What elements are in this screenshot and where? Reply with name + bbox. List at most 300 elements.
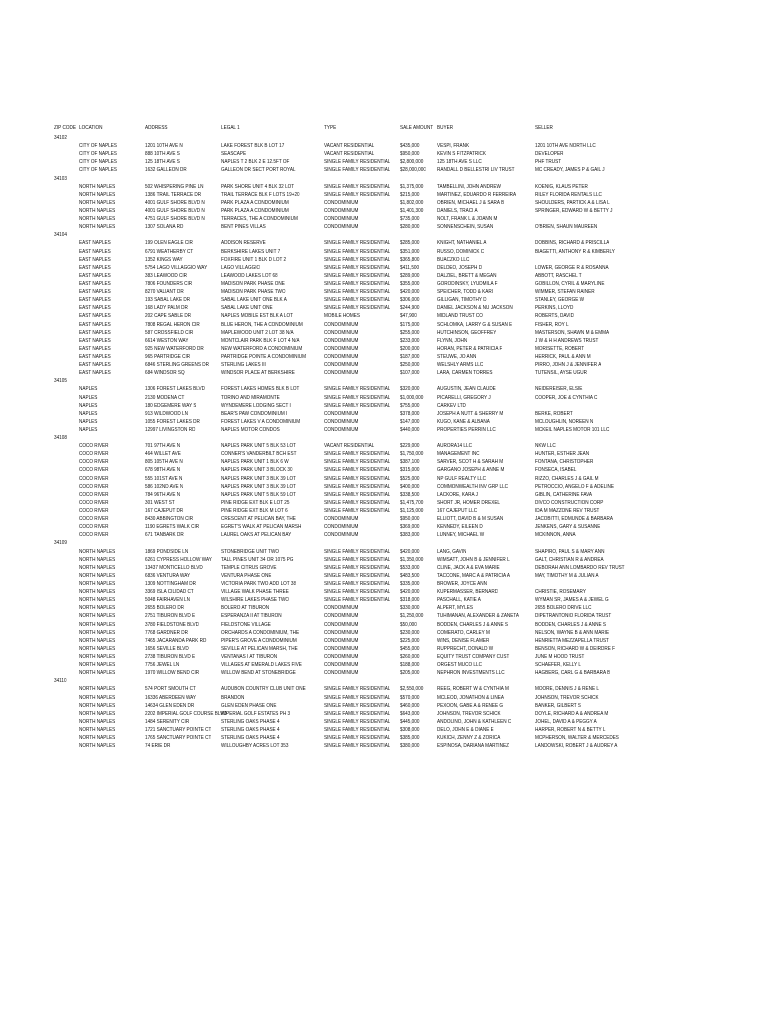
cell-address: 5754 LAGO VILLAGGIO WAY <box>145 264 208 271</box>
table-row <box>0 426 770 434</box>
table-row <box>0 556 770 564</box>
cell-address: 7768 GARDNER DR <box>145 629 189 636</box>
cell-sale-amount: $255,000 <box>400 329 420 336</box>
table-row <box>0 272 770 280</box>
cell-legal: BENT PINES VILLAS <box>221 224 266 231</box>
cell-location: NORTH NAPLES <box>79 597 116 604</box>
table-row <box>0 726 770 734</box>
cell-location: COCO RIVER <box>79 516 109 523</box>
cell-location: NORTH NAPLES <box>79 662 116 669</box>
zip-group-header <box>0 231 770 239</box>
cell-location: EAST NAPLES <box>79 297 111 304</box>
cell-legal: MADISON PARK PHASE ONE <box>221 280 285 287</box>
cell-type: SINGLE FAMILY RESIDENTIAL <box>324 735 391 742</box>
cell-buyer: STEUWE, JO ANN <box>437 353 477 360</box>
cell-seller: PETROCCIO, ANGELO F & ADELINE <box>535 483 615 490</box>
cell-address: 1765 SANCTUARY POINTE CT <box>145 735 212 742</box>
cell-legal: PINE RIDGE EXT BLK E LOT 25 <box>221 499 290 506</box>
cell-type: CONDOMINIUM <box>324 224 359 231</box>
cell-seller: MOORE, DENNIS J & RENE L <box>535 686 599 693</box>
cell-type: SINGLE FAMILY RESIDENTIAL <box>324 686 391 693</box>
cell-sale-amount: $400,000 <box>400 483 420 490</box>
cell-address: 2751 TIBURON BLVD E <box>145 613 196 620</box>
cell-type: CONDOMINIUM <box>324 410 359 417</box>
cell-type: CONDOMINIUM <box>324 426 359 433</box>
cell-address: 1309 NOTTINGHAM DR <box>145 581 197 588</box>
cell-legal: STERLING OAKS PHASE 4 <box>221 735 280 742</box>
zip-group-header <box>0 677 770 685</box>
cell-type: CONDOMINIUM <box>324 670 359 677</box>
zip-code: 34103 <box>54 175 67 182</box>
cell-location: NORTH NAPLES <box>79 191 116 198</box>
table-row <box>0 742 770 750</box>
cell-legal: TRAIL TERRACE BLK F LOTS 19+20 <box>221 191 300 198</box>
cell-legal: WILLOUGHBY ACRES LOT 353 <box>221 743 289 750</box>
cell-seller: SPRINGER, EDWARD W & BETTY J <box>535 207 613 214</box>
cell-type: SINGLE FAMILY RESIDENTIAL <box>324 459 391 466</box>
cell-sale-amount: $643,000 <box>400 710 420 717</box>
cell-location: NORTH NAPLES <box>79 654 116 660</box>
cell-legal: VENTURA PHASE ONE <box>221 572 272 579</box>
table-row <box>0 466 770 474</box>
cell-legal: MADISON PARK PHASE TWO <box>221 289 286 296</box>
table-row <box>0 702 770 710</box>
cell-type: SINGLE FAMILY RESIDENTIAL <box>324 572 391 579</box>
cell-location: NAPLES <box>79 386 98 393</box>
cell-sale-amount: $200,000 <box>400 345 420 352</box>
cell-legal: NAPLES MOTOR CONDOS <box>221 426 280 433</box>
cell-location: NORTH NAPLES <box>79 224 116 231</box>
table-row <box>0 718 770 726</box>
cell-location: COCO RIVER <box>79 508 109 515</box>
cell-location: NORTH NAPLES <box>79 629 116 636</box>
cell-sale-amount: $215,000 <box>400 191 420 198</box>
zip-group-header <box>0 377 770 385</box>
cell-legal: ORCHARDS A CONDOMINIUM, THE <box>221 629 300 636</box>
cell-buyer: WINS, DENISE FLAMER <box>437 637 490 644</box>
cell-address: 502 WHISPERING PINE LN <box>145 183 204 190</box>
cell-buyer: SONNENSCHEIN, SUSAN <box>437 224 494 231</box>
cell-sale-amount: $1,802,000 <box>400 199 424 206</box>
cell-sale-amount: $525,000 <box>400 475 420 482</box>
cell-sale-amount: $365,800 <box>400 256 420 263</box>
cell-type: CONDOMINIUM <box>324 345 359 352</box>
cell-address: 1055 FOREST LAKES DR <box>145 418 200 425</box>
cell-seller: SCHAEFER, KELLY L <box>535 662 581 669</box>
cell-legal: LAGO VILLAGGIO <box>221 264 261 271</box>
cell-sale-amount: $380,000 <box>400 743 420 750</box>
cell-sale-amount: $205,000 <box>400 670 420 677</box>
cell-address: 199 OLEN EAGLE CIR <box>145 240 193 247</box>
cell-buyer: COMMONWEALTH INV GRP LLC <box>437 483 509 490</box>
table-header <box>0 122 770 134</box>
cell-buyer: OBRIEN, MICHAEL J & SARA B <box>437 199 505 206</box>
cell-type: SINGLE FAMILY RESIDENTIAL <box>324 451 391 458</box>
cell-type: MOBILE HOMES <box>324 313 361 320</box>
cell-location: NORTH NAPLES <box>79 199 116 206</box>
cell-location: NORTH NAPLES <box>79 556 116 563</box>
cell-type: SINGLE FAMILY RESIDENTIAL <box>324 159 391 166</box>
cell-seller: BANKER, GILBERT S <box>535 702 581 709</box>
cell-seller: PERKINS, LLOYD <box>535 305 574 312</box>
cell-address: 383 LEAWOOD CIR <box>145 272 188 279</box>
cell-legal: NAPLES PARK UNIT 5 BLK 59 LOT <box>221 491 296 498</box>
cell-address: 1352 KINGS WAY <box>145 256 183 263</box>
cell-buyer: MCLEOD, JONATHON & LINEA <box>437 694 505 701</box>
zip-group-header <box>0 539 770 547</box>
cell-sale-amount: $47,900 <box>400 313 417 320</box>
cell-address: 555 101ST AVE N <box>145 475 183 482</box>
cell-type: CONDOMINIUM <box>324 418 359 425</box>
cell-legal: SEASCAPE <box>221 151 247 158</box>
cell-buyer: PICARELLI, GREGORY J <box>437 394 491 401</box>
cell-buyer: WELSHLY ARMS LLC <box>437 362 484 369</box>
cell-sale-amount: $50,000 <box>400 621 417 628</box>
cell-buyer: KNIGHT, NATHANIEL A <box>437 240 487 247</box>
table-row <box>0 710 770 718</box>
cell-sale-amount: $280,000 <box>400 224 420 231</box>
cell-location: EAST NAPLES <box>79 272 111 279</box>
cell-sale-amount: $355,000 <box>400 280 420 287</box>
cell-seller: MC CREADY, JAMES P & GAIL J <box>535 167 605 174</box>
cell-location: NORTH NAPLES <box>79 645 116 652</box>
cell-sale-amount: $369,000 <box>400 524 420 531</box>
cell-buyer: HORAN, PETER & PATRICIA F <box>437 345 503 352</box>
cell-sale-amount: $229,000 <box>400 443 420 450</box>
cell-buyer: SCHLOMKA, LARRY G & SUSAN E <box>437 321 513 328</box>
cell-legal: FOREST LAKES HOMES BLK B LOT <box>221 386 300 393</box>
cell-legal: FIELDSTONE VILLAGE <box>221 621 271 628</box>
cell-legal: PIPER'S GROVE A CONDOMINIUM <box>221 637 297 644</box>
table-row <box>0 385 770 393</box>
cell-type: SINGLE FAMILY RESIDENTIAL <box>324 183 391 190</box>
cell-address: 574 PORT SMOUTH CT <box>145 686 196 693</box>
cell-seller: HENRIETTA MEZZAPELLA TRUST <box>535 637 609 644</box>
cell-buyer: LANG, GAVIN <box>437 548 467 555</box>
cell-type: SINGLE FAMILY RESIDENTIAL <box>324 264 391 271</box>
cell-address: 701 97TH AVE N <box>145 443 181 450</box>
cell-legal: TEMPLE CITRUS GROVE <box>221 564 277 571</box>
cell-buyer: KUPERMASSER, BERNARD <box>437 589 499 596</box>
table-row <box>0 183 770 191</box>
cell-legal: PARK PLAZA A CONDOMINIUM <box>221 199 289 206</box>
cell-type: SINGLE FAMILY RESIDENTIAL <box>324 191 391 198</box>
cell-legal: STERLING OAKS PHASE 4 <box>221 726 280 733</box>
cell-location: EAST NAPLES <box>79 345 111 352</box>
cell-location: NORTH NAPLES <box>79 710 116 717</box>
cell-location: NORTH NAPLES <box>79 589 116 596</box>
table-row <box>0 191 770 199</box>
cell-legal: PARTRIDGE POINTE A CONDOMINIUM <box>221 353 307 360</box>
table-row <box>0 223 770 231</box>
cell-legal: FOXFIRE UNIT 1 BLK D LOT 2 <box>221 256 287 263</box>
cell-buyer: MIDLAND TRUST CO <box>437 313 483 320</box>
cell-sale-amount: $1,250,000 <box>400 613 424 620</box>
cell-address: 3369 ISLA CILIDAD CT <box>145 589 194 596</box>
cell-location: NAPLES <box>79 418 98 425</box>
cell-legal: SABAL LAKE UNIT ONE BLK A <box>221 297 287 304</box>
cell-address: 888 10TH AVE S <box>145 151 180 158</box>
cell-address: 14634 GLEN EDEN DR <box>145 702 195 709</box>
cell-legal: LAKE FOREST BLK B LOT 17 <box>221 143 285 150</box>
table-row <box>0 442 770 450</box>
cell-legal: STERLING OAKS PHASE 4 <box>221 718 280 725</box>
cell-seller: PHF TRUST <box>535 159 562 166</box>
cell-location: COCO RIVER <box>79 451 109 458</box>
cell-location: EAST NAPLES <box>79 240 111 247</box>
table-row <box>0 321 770 329</box>
cell-seller: LANDOWSKI, ROBERT J & AUDREY A <box>535 743 618 750</box>
cell-legal: NAPLES T 2 BLK 2 E 12.5FT OF <box>221 159 290 166</box>
table-row <box>0 491 770 499</box>
cell-type: CONDOMINIUM <box>324 621 359 628</box>
cell-address: 965 PARTRIDGE CIR <box>145 353 191 360</box>
cell-buyer: GORODINSKY, LYUDMILA F <box>437 280 498 287</box>
cell-sale-amount: $570,000 <box>400 694 420 701</box>
cell-buyer: RUSSO, DOMINICK C <box>437 248 485 255</box>
table-row <box>0 475 770 483</box>
cell-seller: JUNE M HOOD TRUST <box>535 654 585 660</box>
cell-seller: DEVELOPER <box>535 151 564 158</box>
cell-address: 2130 MODENA CT <box>145 394 185 401</box>
cell-location: COCO RIVER <box>79 532 109 539</box>
cell-legal: BOLERO AT TIBURON <box>221 605 270 612</box>
cell-legal: BRANDON <box>221 694 245 701</box>
cell-buyer: EQUITY TRUST COMPANY CUST <box>437 654 510 660</box>
cell-type: SINGLE FAMILY RESIDENTIAL <box>324 726 391 733</box>
cell-legal: ADDISON RESERVE <box>221 240 266 247</box>
cell-seller: STANLEY, GEORGE W <box>535 297 585 304</box>
cell-location: NORTH NAPLES <box>79 564 116 571</box>
cell-legal: BEAR'S PAW CONDOMINIUM I <box>221 410 288 417</box>
cell-seller: HARPER, ROBERT N & BETTY L <box>535 726 606 733</box>
cell-sale-amount: $387,100 <box>400 459 420 466</box>
table-row <box>0 418 770 426</box>
table-row <box>0 523 770 531</box>
cell-type: SINGLE FAMILY RESIDENTIAL <box>324 548 391 555</box>
cell-sale-amount: $315,000 <box>400 467 420 474</box>
table-row <box>0 199 770 207</box>
cell-address: 1190 EGRETS WALK CIR <box>145 524 200 531</box>
zip-code: 34105 <box>54 378 67 385</box>
cell-sale-amount: $755,000 <box>400 402 420 409</box>
cell-buyer: DALZIEL, BRETT & MEGAN <box>437 272 497 279</box>
zip-code: 34108 <box>54 435 67 442</box>
cell-seller: MCLOUGHLIN, NOREEN N <box>535 418 594 425</box>
cell-address: 3780 FIELDSTONE BLVD <box>145 621 199 628</box>
cell-type: CONDOMINIUM <box>324 216 359 223</box>
cell-location: EAST NAPLES <box>79 256 111 263</box>
cell-legal: GLEN EDEN PHASE ONE <box>221 702 277 709</box>
cell-legal: IMPERIAL GOLF ESTATES PH 3 <box>221 710 291 717</box>
cell-type: CONDOMINIUM <box>324 532 359 539</box>
header-seller: SELLER <box>535 125 553 131</box>
cell-address: 1306 FOREST LAKES BLVD <box>145 386 205 393</box>
cell-location: NORTH NAPLES <box>79 621 116 628</box>
cell-type: SINGLE FAMILY RESIDENTIAL <box>324 483 391 490</box>
cell-sale-amount: $378,000 <box>400 410 420 417</box>
cell-location: COCO RIVER <box>79 443 109 450</box>
cell-buyer: ORGEST MUCO LLC <box>437 662 482 669</box>
cell-buyer: AUGUSTIN, JEAN CLAUDE <box>437 386 496 393</box>
table-row <box>0 588 770 596</box>
cell-sale-amount: $351,000 <box>400 248 420 255</box>
cell-type: SINGLE FAMILY RESIDENTIAL <box>324 597 391 604</box>
cell-sale-amount: $445,000 <box>400 718 420 725</box>
cell-address: 586 102ND AVE N <box>145 483 184 490</box>
cell-legal: VILLAGE WALK PHASE THREE <box>221 589 289 596</box>
cell-sale-amount: $107,000 <box>400 370 420 377</box>
cell-buyer: TAMBELLINI, JOHN ANDREW <box>437 183 501 190</box>
cell-legal: CRESCENT AT PELICAN BAY, THE <box>221 516 296 523</box>
table-row <box>0 507 770 515</box>
cell-location: COCO RIVER <box>79 524 109 531</box>
cell-sale-amount: $383,000 <box>400 532 420 539</box>
cell-address: 4001 GULF SHORE BLVD N <box>145 207 205 214</box>
cell-type: SINGLE FAMILY RESIDENTIAL <box>324 491 391 498</box>
cell-legal: EGRET'S WALK AT PELICAN MARSH <box>221 524 302 531</box>
cell-buyer: CARKEV LTD <box>437 402 466 409</box>
cell-type: SINGLE FAMILY RESIDENTIAL <box>324 289 391 296</box>
header-buyer: BUYER <box>437 125 454 131</box>
header-address: ADDRESS <box>145 125 168 131</box>
table-row <box>0 621 770 629</box>
cell-seller: NEIDEREISER, ELSIE <box>535 386 583 393</box>
cell-location: NORTH NAPLES <box>79 694 116 701</box>
table-row <box>0 304 770 312</box>
cell-buyer: KENNEDY, EILEEN D <box>437 524 483 531</box>
zip-group-header <box>0 134 770 142</box>
cell-legal: VICTORIA PARK TWO ADD LOT 38 <box>221 581 297 588</box>
cell-type: SINGLE FAMILY RESIDENTIAL <box>324 467 391 474</box>
cell-type: SINGLE FAMILY RESIDENTIAL <box>324 394 391 401</box>
cell-location: NORTH NAPLES <box>79 735 116 742</box>
cell-buyer: NP GULF REALTY LLC <box>437 475 486 482</box>
cell-address: 202 CAPE SABLE DR <box>145 313 192 320</box>
cell-sale-amount: $533,000 <box>400 564 420 571</box>
cell-address: 2655 BOLERO DR <box>145 605 185 612</box>
cell-sale-amount: $175,000 <box>400 321 420 328</box>
cell-legal: WYNDEMERE LODGING SECT I <box>221 402 291 409</box>
cell-buyer: REEG, ROBERT W & CYNTHIA M <box>437 686 509 693</box>
cell-location: COCO RIVER <box>79 467 109 474</box>
cell-address: 5048 FAIRHAVEN LN <box>145 597 191 604</box>
cell-legal: GALLEON DR SECT PORT ROYAL <box>221 167 296 174</box>
zip-group-header <box>0 434 770 442</box>
cell-seller: HUNTER, ESTHER JEAN <box>535 451 590 458</box>
cell-legal: FOREST LAKES V A CONDOMINIUM <box>221 418 301 425</box>
cell-legal: TERRACES, THE A CONDOMINIUM <box>221 216 298 223</box>
cell-location: NORTH NAPLES <box>79 702 116 709</box>
cell-type: CONDOMINIUM <box>324 629 359 636</box>
cell-buyer: RUPPRECHT, DONALD W <box>437 645 494 652</box>
cell-buyer: SHORT JR, HOMER DREXEL <box>437 499 501 506</box>
cell-address: 167 CAJEPUT DR <box>145 508 184 515</box>
cell-address: 193 SABAL LAKE DR <box>145 297 191 304</box>
table-row <box>0 580 770 588</box>
cell-type: CONDOMINIUM <box>324 524 359 531</box>
header-zip: ZIP CODE <box>54 125 76 131</box>
cell-legal: AUDUBON COUNTRY CLUB UNIT ONE <box>221 686 306 693</box>
cell-address: 678 98TH AVE N <box>145 467 181 474</box>
cell-type: CONDOMINIUM <box>324 370 359 377</box>
cell-seller: WYMAN SR, JAMES A & JEWEL G <box>535 597 609 604</box>
cell-location: NAPLES <box>79 402 98 409</box>
table-row <box>0 142 770 150</box>
cell-seller: SHOULDERS, PARTICK A & LISA L <box>535 199 610 206</box>
cell-seller: MORISETTE, ROBERT <box>535 345 585 352</box>
cell-sale-amount: $950,000 <box>400 516 420 523</box>
header-type: TYPE <box>324 125 337 131</box>
cell-type: CONDOMINIUM <box>324 329 359 336</box>
table-row <box>0 256 770 264</box>
cell-type: SINGLE FAMILY RESIDENTIAL <box>324 564 391 571</box>
cell-buyer: DANIELS, TRACI A <box>437 207 478 214</box>
cell-seller: MCPHERSON, WALTER & MERCEDES <box>535 735 619 742</box>
table-row <box>0 572 770 580</box>
cell-seller: SHAPIRO, PAUL S & MARY ANN <box>535 548 605 555</box>
cell-sale-amount: $244,900 <box>400 305 420 312</box>
cell-buyer: LUNNEY, MICHAEL W <box>437 532 485 539</box>
cell-seller: DEBORAH ANN LOMBARDO REV TRUST <box>535 564 625 571</box>
cell-type: SINGLE FAMILY RESIDENTIAL <box>324 256 391 263</box>
cell-sale-amount: $1,000,000 <box>400 394 424 401</box>
cell-address: 1386 TRAIL TERRACE DR <box>145 191 202 198</box>
cell-seller: ABBOTT, RASCHEL T <box>535 272 582 279</box>
cell-buyer: HUTCHINSON, GEOFFREY <box>437 329 497 336</box>
header-location: LOCATION <box>79 125 103 131</box>
cell-legal: WILSHIRE LAKES PHASE TWO <box>221 597 290 604</box>
cell-sale-amount: $233,000 <box>400 337 420 344</box>
cell-address: 4751 GULF SHORE BLVD N <box>145 216 205 223</box>
cell-buyer: BODDEN, CHARLES J & ANNE S <box>437 621 508 628</box>
cell-buyer: ALPERT, MYLES <box>437 605 473 612</box>
cell-buyer: COMERATO, CARLEY M <box>437 629 490 636</box>
cell-sale-amount: $1,475,700 <box>400 499 424 506</box>
cell-buyer: CLINE, JACK A & EVA MARIE <box>437 564 500 571</box>
cell-location: EAST NAPLES <box>79 329 111 336</box>
cell-buyer: ESPINOSA, DARIANA MARTINEZ <box>437 743 509 750</box>
cell-location: CITY OF NAPLES <box>79 167 117 174</box>
table-row <box>0 345 770 353</box>
cell-sale-amount: $420,000 <box>400 589 420 596</box>
cell-seller: HAGBERG, CARL G & BARBARA B <box>535 670 611 677</box>
table-row <box>0 264 770 272</box>
cell-type: SINGLE FAMILY RESIDENTIAL <box>324 402 391 409</box>
cell-buyer: DANIEL JACKSON & NU JACKSON <box>437 305 513 312</box>
table-row <box>0 402 770 410</box>
cell-location: EAST NAPLES <box>79 313 111 320</box>
cell-seller: DOYLE, RICHARD A & ANDREA M <box>535 710 609 717</box>
cell-sale-amount: $318,000 <box>400 597 420 604</box>
cell-location: NORTH NAPLES <box>79 605 116 612</box>
cell-buyer: MANAGEMENT INC <box>437 451 480 458</box>
cell-buyer: WIMSATT, JOHN B & JENNIFER L <box>437 556 510 563</box>
cell-location: EAST NAPLES <box>79 337 111 344</box>
cell-location: COCO RIVER <box>79 499 109 506</box>
cell-buyer: FLYNN, JOHN <box>437 337 468 344</box>
cell-sale-amount: $28,000,000 <box>400 167 426 174</box>
cell-legal: NEW WATERFORD A CONDOMINIUM <box>221 345 303 352</box>
cell-address: 7756 JEWEL LN <box>145 662 180 669</box>
cell-seller: JENKENS, GARY & SUSANNE <box>535 524 601 531</box>
cell-type: SINGLE FAMILY RESIDENTIAL <box>324 508 391 515</box>
cell-address: 180 EDGEMERE WAY S <box>145 402 197 409</box>
cell-seller: RIZZO, CHARLES J & GAIL M <box>535 475 599 482</box>
cell-seller: NELSON, WAYNE B & ANN MARIE <box>535 629 610 636</box>
cell-sale-amount: $147,000 <box>400 418 420 425</box>
table-row <box>0 734 770 742</box>
